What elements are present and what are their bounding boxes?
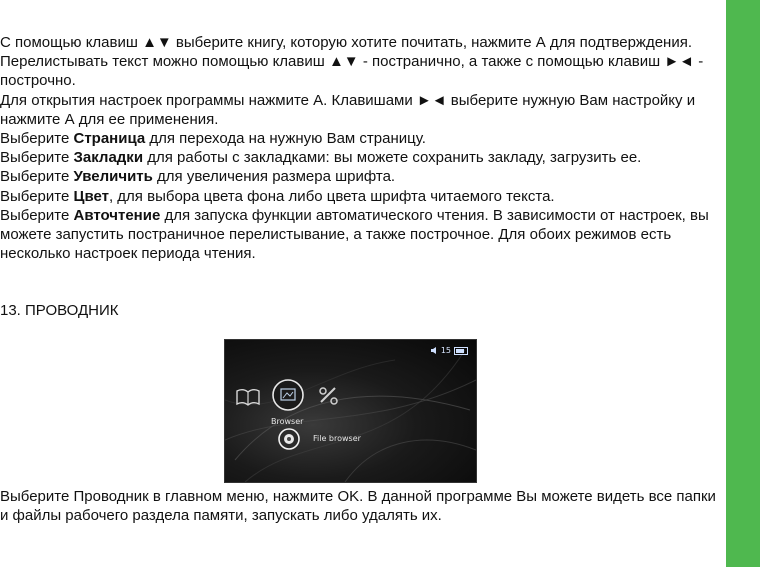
- term-bookmarks: Закладки: [73, 149, 144, 167]
- book-icon: [235, 387, 261, 407]
- footer-text: Выберите Проводник в главном меню, нажмите OK. В данной программе Вы можете видеть все папки и файлы рабочего раздела памяти, запускать либо удалять их.: [0, 488, 716, 525]
- term-page: Страница: [73, 130, 146, 148]
- option-page: Выберите Страница для перехода на нужную Вам страницу.: [0, 130, 426, 148]
- option-color: Выберите Цвет, для выбора цвета фона либо цвета шрифта читаемого текста.: [0, 187, 555, 205]
- green-side-bar: [726, 0, 760, 567]
- section-title: 13. ПРОВОДНИК: [0, 302, 119, 319]
- browser-icon[interactable]: [271, 378, 305, 412]
- option-autoread: Выберите Авточтение для запуска функции автоматического чтения. В зависимости от настроек, вы можете запустить постраничное перелистывание, а также построчное. Для обоих режимов есть несколько настроек периода чтения.: [0, 206, 709, 263]
- intro-line-2: Перелистывать текст можно помощью клавиш ▲▼ - постранично, а также с помощью клавиш ►◄ - построчно.: [0, 53, 704, 90]
- volume-level: 15: [440, 346, 451, 355]
- intro-line-3: Для открытия настроек программы нажмите А. Клавишами ►◄ выберите нужную Вам настройку и нажмите А для ее применения.: [0, 91, 696, 128]
- swirl-background: [225, 340, 476, 482]
- disc-icon[interactable]: [278, 428, 300, 450]
- browser-label: Browser: [271, 417, 304, 426]
- intro-line-1: С помощью клавиш ▲▼ выберите книгу, которую хотите почитать, нажмите А для подтверждения.: [0, 34, 693, 51]
- device-screenshot: [224, 339, 477, 483]
- speaker-icon: [431, 347, 438, 354]
- term-color: Цвет: [73, 187, 109, 205]
- instructions-text: [0, 33, 718, 263]
- file-browser-label[interactable]: File browser: [313, 434, 361, 443]
- battery-icon: [454, 347, 468, 355]
- settings-icon: [317, 384, 341, 408]
- term-zoom: Увеличить: [73, 168, 153, 186]
- status-bar: [431, 346, 468, 355]
- option-zoom: Выберите Увеличить для увеличения размера шрифта.: [0, 168, 396, 186]
- option-bookmarks: Выберите Закладки для работы с закладками: вы можете сохранить закладу, загрузить ее.: [0, 149, 642, 167]
- term-autoread: Авточтение: [73, 206, 161, 224]
